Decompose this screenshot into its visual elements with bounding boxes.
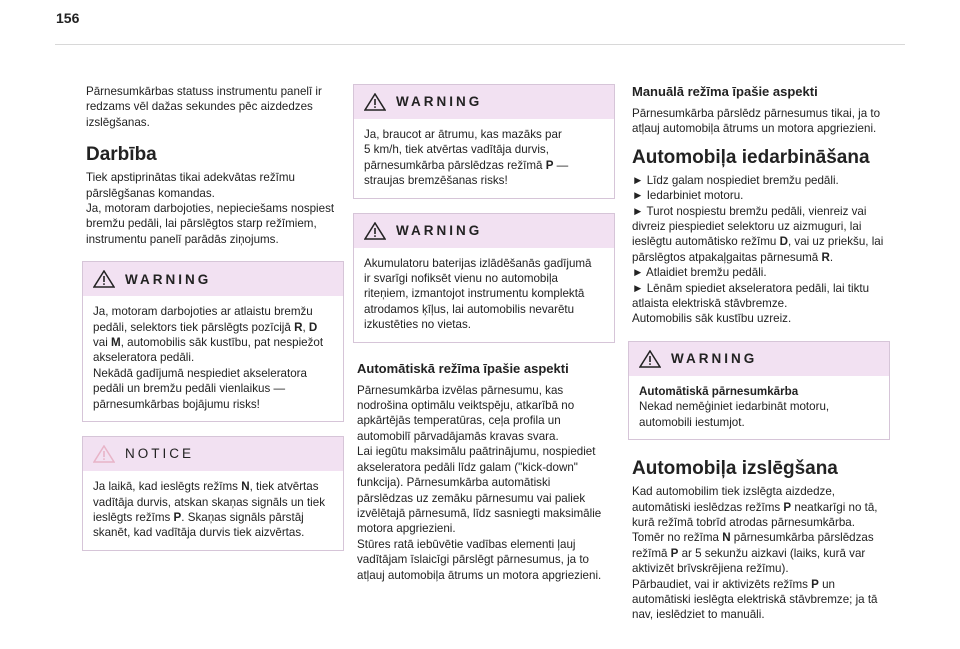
auto-mode-paragraph: Pārnesumkārba izvēlas pārnesumu, kas nodrošina optimālu veiktspēju, atkarībā no apkārtējās temperatūras, ceļa profila un automobilī pārvadājamās kravas svara. Lai iegūtu maksimālu paātrinājumu, nospiediet akseleratora pedāli līdz galam ("kick-down" funkcija). Pārnesumkārba automātiski pārslēdzas uz zemāku pārnesumu vai paliek izvēlētajā pārnesumā, līdz sasniegti maksimālie motora apgriezieni. Stūres ratā iebūvētie vadības elementi ļauj vadītājam īslaicīgi pārslēgt pārnesumus, ja to atļauj automobiļa ātrums un motora apgriezieni. [357, 383, 602, 582]
warning-box-header [354, 214, 614, 248]
warning-box [82, 261, 344, 422]
stopping-paragraph: Kad automobilim tiek izslēgta aizdedze, automātiski ieslēdzas režīms P neatkarīgi no tā, kurā režīmā tobrīd atrodas pārnesumkārba. Tomēr no režīma N pārnesumkārba pārslēdzas režīmā P ar 5 sekunžu aizkavi (laiks, kurā var aktivizēt brīvskrējiena režīmu). Pārbaudiet, vai ir aktivizēts režīms P un automātiski ieslēgta elektriskā stāvbremze; ja tā nav, ieslēdziet to manuāli. [632, 485, 878, 622]
section-heading-darbiba: Darbība [86, 144, 157, 166]
intro-paragraph: Pārnesumkārbas statuss instrumentu panelī ir redzams vēl dažas sekundes pēc aizdedzes izslēgšanas. [86, 85, 322, 129]
manual-mode-paragraph: Pārnesumkārba pārslēdz pārnesumus tikai, ja to atļauj automobiļa ātrums un motora apgriezieni. [632, 107, 881, 136]
warning-title: WARNING [396, 222, 483, 238]
warning-body: Automātiskā pārnesumkārba Nekad nemēģiniet iedarbināt motoru, automobili iestumjot. [639, 384, 830, 429]
notice-box [82, 436, 344, 551]
notice-body: Ja laikā, kad ieslēgts režīms N, tiek atvērtas vadītāja durvis, atskan skaņas signāls un tiek ieslēgts režīms P. Skaņas signāls pārstāj skanēt, kad vadītāja durvis tiek aizvērtas. [93, 480, 325, 540]
column-3 [632, 84, 890, 623]
warning-box-battery [353, 213, 615, 343]
warning-body: Akumulatoru baterijas izlādēšanās gadījumā ir svarīgi nofiksēt vienu no automobiļa riteņiem, izmantojot instrumentu komplektā atrodamos ķīļus, lai automobilis nevarētu izkustēties no vietas. [364, 256, 592, 332]
darbiba-paragraph: Tiek apstiprinātas tikai adekvātas režīmu pārslēgšanas komandas. Ja, motoram darbojoties, nepieciešams nospiest bremžu pedāli, lai pārslēgtos starp režīmiem, instrumentu panelī parādās ziņojums. [86, 171, 335, 246]
column-2 [357, 84, 615, 583]
warning-title: WARNING [671, 351, 758, 367]
section-heading-stopping: Automobiļa izslēgšana [632, 458, 838, 480]
notice-triangle-icon [93, 445, 115, 463]
warning-box-header [629, 342, 889, 376]
section-heading-auto-mode: Automātiskā režīma īpašie aspekti [357, 360, 569, 376]
warning-triangle-icon [93, 270, 115, 288]
warning-body: Ja, braucot ar ātrumu, kas mazāks par 5 km/h, tiek atvērtas vadītāja durvis, pārnesumkārba pārslēdzas režīmā P — straujas bremzēšanas risks! [364, 128, 569, 188]
section-heading-manual-mode: Manuālā režīma īpašie aspekti [632, 84, 818, 99]
header-divider [55, 44, 905, 45]
page-number: 156 [56, 10, 80, 26]
warning-box-speed [353, 84, 615, 199]
notice-title: NOTICE [125, 446, 195, 462]
warning-triangle-icon [639, 350, 661, 368]
section-heading-starting: Automobiļa iedarbināšana [632, 146, 870, 168]
warning-triangle-icon [364, 93, 386, 111]
warning-title: WARNING [396, 94, 483, 110]
warning-box-start [628, 341, 890, 440]
warning-box-header [83, 262, 343, 296]
warning-title: WARNING [125, 271, 212, 287]
starting-paragraph: ► Līdz galam nospiediet bremžu pedāli. ► Iedarbiniet motoru. ► Turot nospiestu bremžu pedāli, vienreiz vai divreiz piespiediet selektoru uz aizmuguri, lai ieslēgtu automātisko režīmu D, vai uz priekšu, lai pārslēgtos atpakaļgaitas pārnesumā R. ► Atlaidiet bremžu pedāli. ► Lēnām spiediet akseleratora pedāli, lai tiktu atlaista elektriskā stāvbremze. Automobilis sāk kustību uzreiz. [632, 173, 884, 326]
column-1 [86, 84, 344, 565]
warning-box-header [354, 85, 614, 119]
warning-triangle-icon [364, 222, 386, 240]
warning-body: Ja, motoram darbojoties ar atlaistu bremžu pedāli, selektors tiek pārslēgts pozīcijā R, D vai M, automobilis sāk kustību, pat nespiežot akseleratora pedāli. Nekādā gadījumā nespiediet akseleratora pedāli un bremžu pedāli vienlaikus — pārnesumkārbas bojājumu risks! [93, 305, 324, 411]
notice-box-header [83, 437, 343, 471]
